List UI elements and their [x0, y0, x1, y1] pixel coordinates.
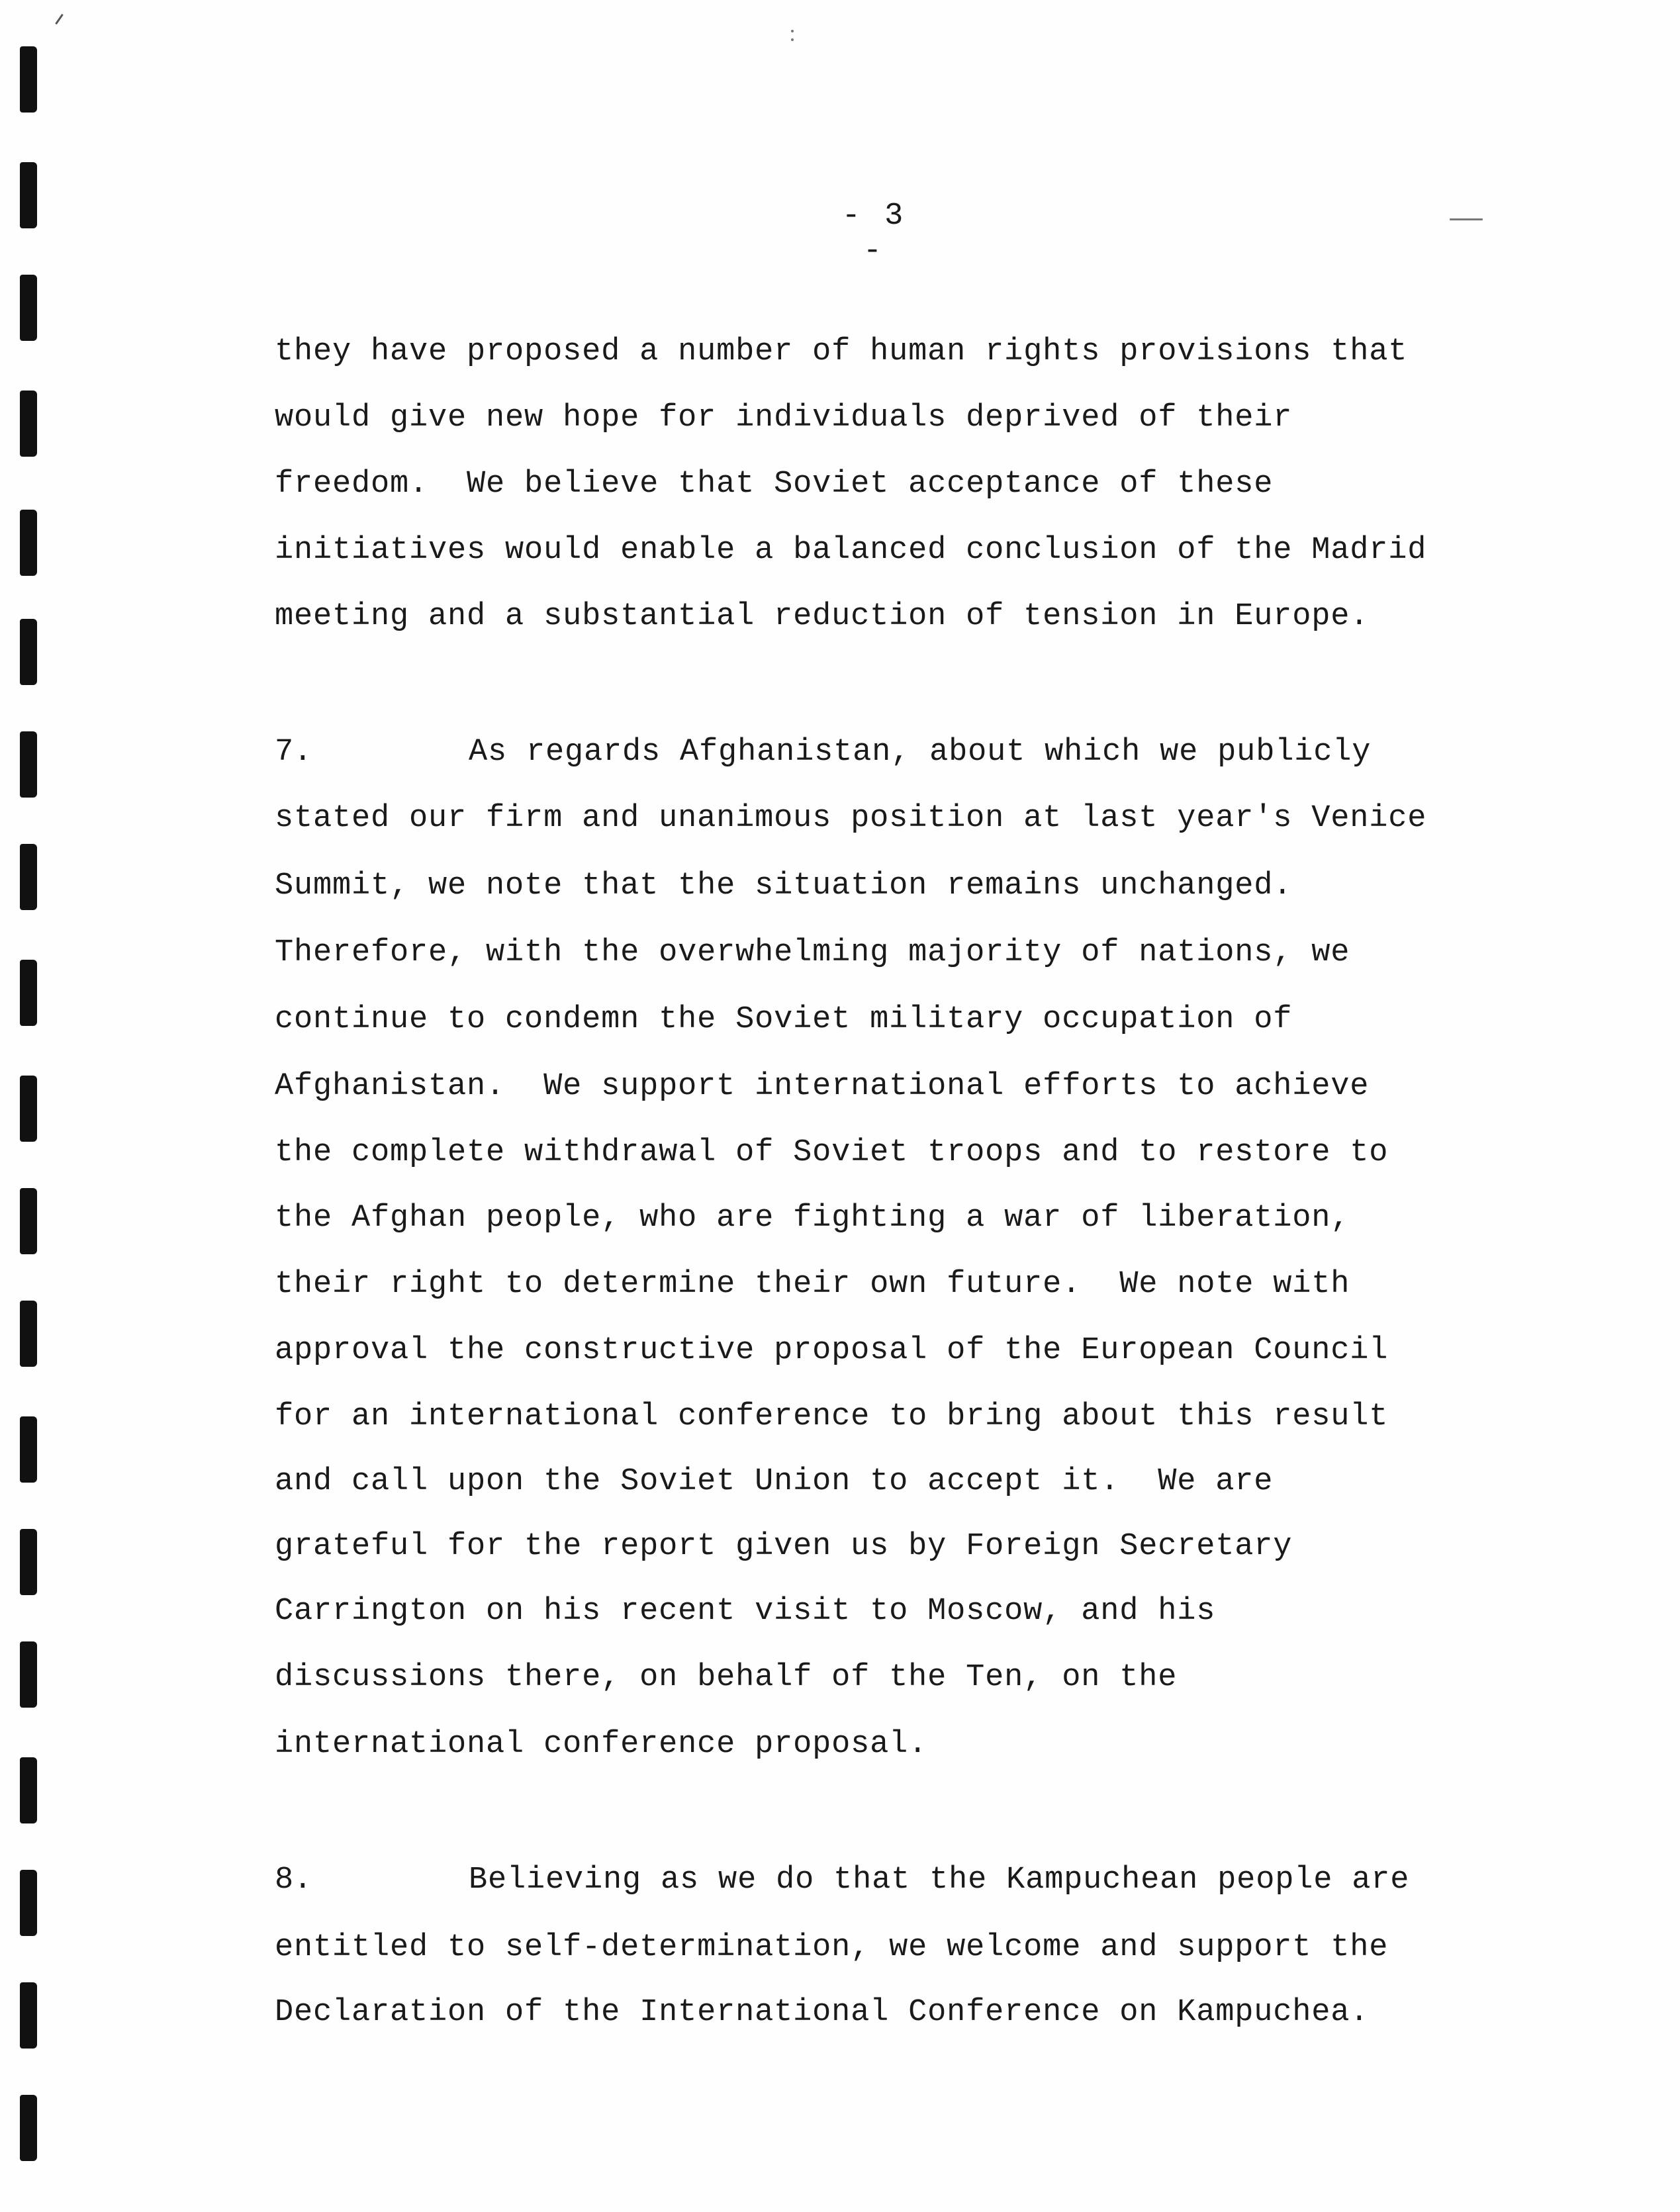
- text-line: grateful for the report given us by Foreign Secretary: [275, 1529, 1293, 1564]
- text-line: meeting and a substantial reduction of tension in Europe.: [275, 599, 1370, 634]
- hole-mark: [20, 619, 37, 685]
- text-line: Summit, we note that the situation remains unchanged.: [275, 868, 1293, 903]
- text-line: Believing as we do that the Kampuchean people are: [469, 1863, 1410, 1898]
- text-line: As regards Afghanistan, about which we publicly: [469, 735, 1372, 770]
- text-line: stated our firm and unanimous position at last year's Venice: [275, 801, 1427, 836]
- text-line: would give new hope for individuals deprived of their: [275, 400, 1293, 436]
- binder-hole-marks: [13, 0, 53, 2212]
- hole-mark: [20, 1982, 37, 2049]
- hole-mark: [20, 1301, 37, 1367]
- text-line: Carrington on his recent visit to Moscow, and his: [275, 1594, 1216, 1629]
- text-line: Afghanistan. We support international efforts to achieve: [275, 1069, 1370, 1104]
- text-line: the complete withdrawal of Soviet troops and to restore to: [275, 1135, 1389, 1170]
- hole-mark: [20, 391, 37, 457]
- text-line: they have proposed a number of human rights provisions that: [275, 334, 1408, 369]
- hole-mark: [20, 1529, 37, 1595]
- scan-speck: [791, 30, 794, 32]
- text-line: and call upon the Soviet Union to accept it. We are: [275, 1464, 1274, 1499]
- hole-mark: [20, 1870, 37, 1936]
- hole-mark: [20, 1641, 37, 1708]
- paragraph-number: 8.: [275, 1863, 312, 1898]
- scan-speck: [55, 14, 64, 24]
- text-line: initiatives would enable a balanced conclusion of the Madrid: [275, 533, 1427, 568]
- text-line: discussions there, on behalf of the Ten, on the: [275, 1660, 1178, 1695]
- paragraph-number: 7.: [275, 735, 312, 770]
- text-line: international conference proposal.: [275, 1727, 928, 1762]
- scan-speck: [1450, 218, 1483, 220]
- hole-mark: [20, 844, 37, 910]
- text-line: entitled to self-determination, we welcome and support the: [275, 1930, 1389, 1965]
- text-line: the Afghan people, who are fighting a war of liberation,: [275, 1201, 1350, 1236]
- hole-mark: [20, 960, 37, 1026]
- text-line: approval the constructive proposal of the European Council: [275, 1333, 1389, 1368]
- hole-mark: [20, 275, 37, 341]
- hole-mark: [20, 1188, 37, 1254]
- text-line: freedom. We believe that Soviet acceptance of these: [275, 467, 1274, 502]
- text-line: continue to condemn the Soviet military occupation of: [275, 1002, 1293, 1037]
- hole-mark: [20, 510, 37, 576]
- hole-mark: [20, 162, 37, 228]
- hole-mark: [20, 46, 37, 113]
- text-line: for an international conference to bring about this result: [275, 1399, 1389, 1434]
- page-number: - 3 -: [841, 199, 906, 269]
- hole-mark: [20, 1076, 37, 1142]
- hole-mark: [20, 1757, 37, 1823]
- text-line: Therefore, with the overwhelming majority of nations, we: [275, 935, 1350, 970]
- hole-mark: [20, 731, 37, 798]
- hole-mark: [20, 1416, 37, 1483]
- scan-speck: [791, 38, 794, 41]
- text-line: Declaration of the International Conference on Kampuchea.: [275, 1995, 1370, 2030]
- hole-mark: [20, 2095, 37, 2161]
- text-line: their right to determine their own future. We note with: [275, 1267, 1350, 1302]
